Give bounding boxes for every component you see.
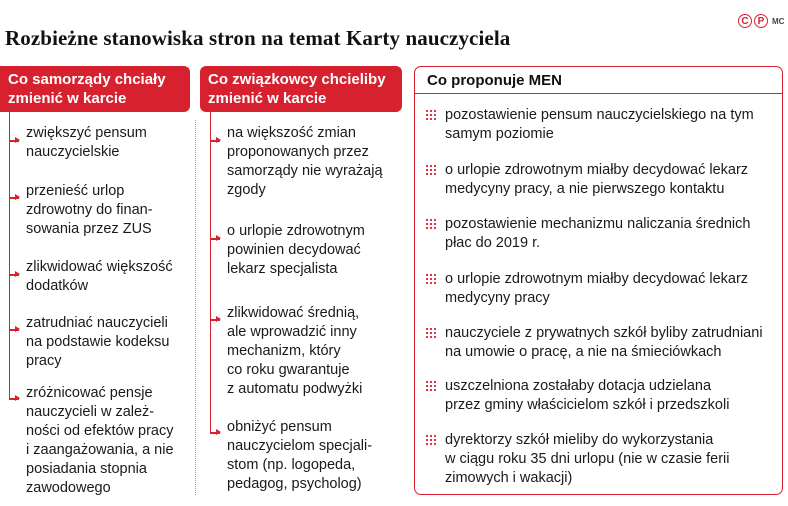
col2-item-line: z automatu podwyżki [227,381,363,397]
col1-item-line: zawodowego [26,480,111,496]
dot-grid-icon [425,273,437,285]
col1-header [0,66,190,112]
col1-arrow-icon [10,274,19,276]
col1-item-line: zwiększyć pensum [26,125,147,141]
col2-item-line: stom (np. logopeda, [227,457,356,473]
men-item-line: pozostawienie mechanizmu naliczania średnich [445,216,751,232]
men-item-line: dyrektorzy szkół mieliby do wykorzystania [445,432,714,448]
col1-item-line: i zaangażowania, a nie [26,442,174,458]
men-item-text [445,324,775,362]
col1-item-line: dodatków [26,278,89,294]
col2-arrow-icon [211,319,220,321]
men-item-line: nauczyciele z prywatnych szkół byliby zatrudniani [445,325,763,341]
copyright-logo [738,14,768,28]
men-item-line: pozostawienie pensum nauczycielskiego na tym [445,107,754,123]
col2-item-line: co roku gwarantuje [227,362,350,378]
col1-item [26,384,174,498]
col2-item-line: o urlopie zdrowotnym [227,223,365,239]
col1-item-line: zlikwidować większość [26,259,173,275]
dot-grid-icon [425,164,437,176]
col1-item-line: zdrowotny do finan- [26,202,153,218]
men-item-text [445,431,775,488]
col2-item [227,222,365,279]
col1-arrow-icon [10,140,19,142]
publisher-icon: P [754,14,768,28]
men-item-line: medycyny pracy [445,290,550,306]
dot-grid-icon [425,380,437,392]
col2-item [227,304,362,399]
col1-item-line: nauczycieli w zależ- [26,404,155,420]
men-item-line: o urlopie zdrowotnym miałby decydować lekarz [445,271,749,287]
col2-item-line: na większość zmian [227,125,356,141]
dot-grid-icon [425,327,437,339]
col1-header-line: Co samorządy chciały [8,71,166,88]
men-item-line: medycyny pracy, a nie pierwszego kontaktu [445,181,725,197]
col1-item-line: przenieść urlop [26,183,125,199]
men-item-line: zimowych i wakacji) [445,470,573,486]
col1-item-line: posiadania stopnia [26,461,147,477]
col2-item-line: lekarz specjalista [227,261,338,277]
col2-item [227,418,372,494]
col1-arrow-icon [10,197,19,199]
col2-header [200,66,402,112]
col2-item-line: powinien decydować [227,242,361,258]
col2-arrow-icon [211,140,220,142]
col2-arrow-icon [211,238,220,240]
col1-arrow-icon [10,329,19,331]
col1-item-line: pracy [26,353,62,369]
copyright-icon: C [738,14,752,28]
men-item-text [445,215,775,253]
column-divider [195,120,196,495]
col2-item-line: pedagog, psycholog) [227,476,362,492]
men-item-line: samym poziomie [445,126,554,142]
men-box [414,66,783,495]
col1-item-line: ności od efektów pracy [26,423,174,439]
col2-item-line: ale wprowadzić inny [227,324,357,340]
col1-item-line: zróżnicować pensje [26,385,153,401]
men-item-line: o urlopie zdrowotnym miałby decydować lekarz [445,162,749,178]
men-item-text [445,106,775,144]
men-item-text [445,161,775,199]
col2-item-line: proponowanych przez [227,144,369,160]
col2-item-line: obniżyć pensum [227,419,332,435]
page-title: Rozbieżne stanowiska stron na temat Karty nauczyciela [5,26,511,50]
men-item-text [445,270,775,308]
col1-item [26,182,153,239]
col2-header-line: zmienić w karcie [208,90,327,107]
col2-item-line: zlikwidować średnią, [227,305,360,321]
col2-item-line: mechanizm, który [227,343,341,359]
men-item-line: na umowie o pracę, a nie na śmieciówkach [445,344,722,360]
col1-item [26,314,170,371]
col1-item [26,258,173,296]
col1-item-line: nauczycielskie [26,144,120,160]
men-item-line: uszczelniona zostałaby dotacja udzielana [445,378,712,394]
col2-item-line: samorządy nie wyrażają [227,163,383,179]
col1-arrow-icon [10,398,19,400]
men-box-header: Co proponuje MEN [415,67,782,94]
col1-header-line: zmienić w karcie [8,90,127,107]
col1-item-line: zatrudniać nauczycieli [26,315,168,331]
source-mark: MC [772,17,785,26]
col1-item-line: na podstawie kodeksu [26,334,170,350]
col1-bracket [9,112,10,400]
col1-item-line: sowania przez ZUS [26,221,152,237]
dot-grid-icon [425,434,437,446]
col2-item [227,124,383,200]
men-item-line: w ciągu roku 35 dni urlopu (nie w czasie ferii [445,451,730,467]
men-item-line: płac do 2019 r. [445,235,541,251]
dot-grid-icon [425,109,437,121]
men-item-text [445,377,775,415]
col1-item [26,124,147,162]
men-item-line: przez gminy właścicielom szkół i przedszkoli [445,397,730,413]
col2-bracket [210,112,211,434]
col2-header-line: Co związkowcy chcieliby [208,71,386,88]
col2-item-line: nauczycielom specjali- [227,438,373,454]
col2-item-line: zgody [227,182,266,198]
dot-grid-icon [425,218,437,230]
col2-arrow-icon [211,432,220,434]
